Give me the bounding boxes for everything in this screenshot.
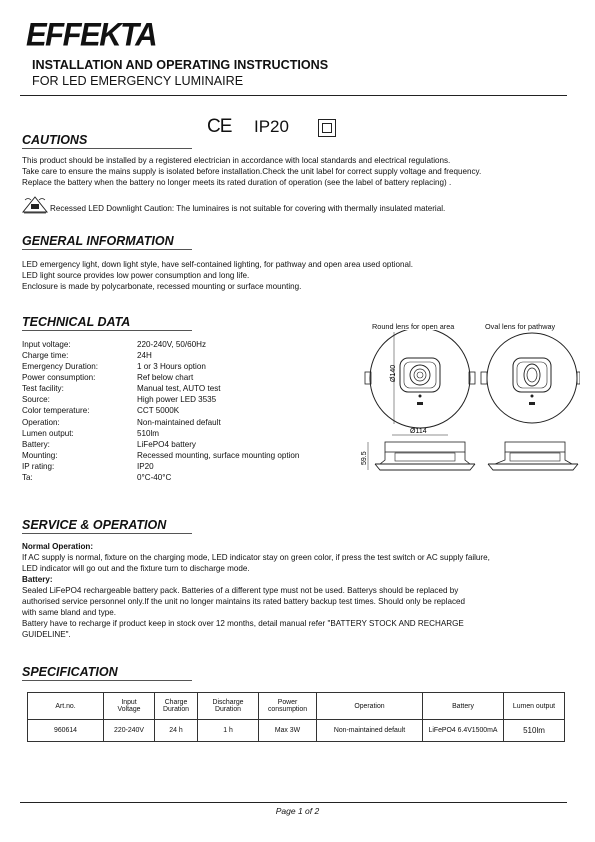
service-line: with same bland and type. bbox=[22, 608, 117, 617]
luminaire-drawing bbox=[350, 330, 580, 490]
technical-heading: TECHNICAL DATA bbox=[22, 315, 131, 329]
ce-mark: CE bbox=[207, 116, 232, 137]
tech-value: Manual test, AUTO test bbox=[137, 384, 221, 393]
service-line: If AC supply is normal, fixture on the charging mode, LED indicator stay on green color, if press the test switch or AC supply failure, bbox=[22, 553, 490, 562]
spec-header-cell: Charge Duration bbox=[155, 693, 198, 720]
oval-lens-label: Oval lens for pathway bbox=[485, 322, 556, 331]
spec-data-row bbox=[28, 720, 565, 742]
cautions-underline bbox=[22, 148, 192, 149]
service-heading: SERVICE & OPERATION bbox=[22, 518, 167, 532]
round-lens-top-view bbox=[365, 330, 475, 428]
tech-key: Charge time: bbox=[22, 351, 69, 360]
document-title: INSTALLATION AND OPERATING INSTRUCTIONS bbox=[32, 58, 329, 72]
side-view-right bbox=[488, 442, 578, 470]
height-dimension: 59.5 bbox=[361, 451, 368, 465]
general-underline bbox=[22, 249, 192, 250]
side-view-left bbox=[368, 442, 475, 470]
tech-row-ip-rating bbox=[22, 462, 362, 473]
cautions-text bbox=[22, 155, 577, 188]
page-number: Page 1 of 2 bbox=[275, 806, 320, 816]
spec-cell: Max 3W bbox=[259, 720, 317, 742]
brand-logo: EFFEKTA bbox=[26, 16, 157, 53]
spec-cell: Non-maintained default bbox=[317, 720, 423, 742]
spec-cell: 24 h bbox=[155, 720, 198, 742]
tech-key: Operation: bbox=[22, 418, 60, 427]
class-ii-icon bbox=[318, 119, 336, 137]
tech-row-operation bbox=[22, 418, 362, 429]
tech-key: Input voltage: bbox=[22, 340, 71, 349]
tech-row-charge-time bbox=[22, 351, 362, 362]
round-lens-label: Round lens for open area bbox=[372, 322, 455, 331]
technical-underline bbox=[22, 330, 192, 331]
general-line: LED light source provides low power consumption and long life. bbox=[22, 271, 250, 280]
tech-value: 24H bbox=[137, 351, 152, 360]
service-underline bbox=[22, 533, 192, 534]
specification-underline bbox=[22, 680, 192, 681]
normal-operation-heading: Normal Operation: bbox=[22, 542, 94, 551]
tech-value: High power LED 3535 bbox=[137, 395, 217, 404]
tech-value: IP20 bbox=[137, 462, 154, 471]
tech-key: Color temperature: bbox=[22, 406, 90, 415]
cautions-note: Recessed LED Downlight Caution: The luminaires is not suitable for covering with thermally insulated material. bbox=[50, 204, 446, 213]
service-line: Battery have to recharge if product keep in stock over 12 months, detail manual refer "BATTERY STOCK AND RECHARGE bbox=[22, 619, 464, 628]
service-text bbox=[22, 541, 577, 640]
cautions-line: Take care to ensure the mains supply is isolated before installation.Check the unit label for correct supply voltage and frequency. bbox=[22, 167, 482, 176]
header-rule bbox=[20, 95, 567, 96]
spec-cell: 1 h bbox=[198, 720, 259, 742]
tech-key: IP rating: bbox=[22, 462, 55, 471]
general-text bbox=[22, 259, 577, 292]
cautions-heading: CAUTIONS bbox=[22, 133, 88, 147]
service-line: authorised service personnel only.If the unit no longer maintains its rated battery backup test times. Should only be replaced bbox=[22, 597, 466, 606]
spec-header-cell: Discharge Duration bbox=[198, 693, 259, 720]
spec-cell: 960614 bbox=[28, 720, 104, 742]
spec-cell: LiFePO4 6.4V1500mA bbox=[423, 720, 504, 742]
general-heading: GENERAL INFORMATION bbox=[22, 234, 174, 248]
tech-key: Lumen output: bbox=[22, 429, 74, 438]
service-line: GUIDELINE". bbox=[22, 630, 71, 639]
general-line: Enclosure is made by polycarbonate, recessed mounting or surface mounting. bbox=[22, 282, 302, 291]
spec-cell: 220-240V bbox=[104, 720, 155, 742]
service-line: Sealed LiFePO4 rechargeable battery pack. Batteries of a different type must not be used. Batterys should be replaced by bbox=[22, 586, 459, 595]
tech-value: 220-240V, 50/60Hz bbox=[137, 340, 207, 349]
service-line: LED indicator will go out and the fixture turn to discharge mode. bbox=[22, 564, 250, 573]
tech-row-mounting bbox=[22, 451, 362, 462]
spec-header-row bbox=[28, 693, 565, 720]
tech-value: 1 or 3 Hours option bbox=[137, 362, 206, 371]
tech-key: Emergency Duration: bbox=[22, 362, 99, 371]
tech-value: Ref below chart bbox=[137, 373, 194, 382]
spec-header-cell: Operation bbox=[317, 693, 423, 720]
tech-row-lumen-output bbox=[22, 429, 362, 440]
tech-row-color-temperature bbox=[22, 406, 362, 417]
ip-rating-mark: IP20 bbox=[254, 117, 289, 136]
tech-row-test-facility bbox=[22, 384, 362, 395]
tech-key: Mounting: bbox=[22, 451, 58, 460]
spec-header-cell: Battery bbox=[423, 693, 504, 720]
battery-heading: Battery: bbox=[22, 575, 53, 584]
no-insulation-icon bbox=[22, 196, 48, 214]
footer-rule bbox=[20, 802, 567, 803]
tech-row-power-consumption bbox=[22, 373, 362, 384]
tech-row-battery bbox=[22, 440, 362, 451]
tech-row-input-voltage bbox=[22, 340, 362, 351]
tech-value: 0°C-40°C bbox=[137, 473, 172, 482]
tech-key: Ta: bbox=[22, 473, 33, 482]
general-line: LED emergency light, down light style, have self-contained lighting, for pathway and open area used optional. bbox=[22, 260, 413, 269]
document-subtitle: FOR LED EMERGENCY LUMINAIRE bbox=[32, 74, 244, 88]
tech-value: LiFePO4 battery bbox=[137, 440, 196, 449]
cautions-line: Replace the battery when the battery no longer meets its rated duration of operation (see the label of battery replacing) . bbox=[22, 178, 452, 187]
spec-cell: 510lm bbox=[504, 720, 565, 742]
tech-value: 510lm bbox=[137, 429, 160, 438]
tech-value: CCT 5000K bbox=[137, 406, 180, 415]
cautions-line: This product should be installed by a registered electrician in accordance with local standards and electrical regulations. bbox=[22, 156, 451, 165]
diameter-dimension: Ø140 bbox=[390, 364, 397, 382]
spec-header-cell: Power consumption bbox=[259, 693, 317, 720]
specification-table bbox=[27, 692, 565, 742]
tech-key: Source: bbox=[22, 395, 50, 404]
tech-key: Test facility: bbox=[22, 384, 64, 393]
tech-value: Recessed mounting, surface mounting option bbox=[137, 451, 300, 460]
oval-lens-top-view bbox=[481, 333, 580, 423]
width-dimension: Ø114 bbox=[410, 428, 427, 435]
tech-row-emergency-duration bbox=[22, 362, 362, 373]
tech-row-source bbox=[22, 395, 362, 406]
specification-heading: SPECIFICATION bbox=[22, 665, 118, 679]
spec-header-cell: Art.no. bbox=[28, 693, 104, 720]
tech-key: Battery: bbox=[22, 440, 50, 449]
tech-key: Power consumption: bbox=[22, 373, 96, 382]
spec-header-cell: Lumen output bbox=[504, 693, 565, 720]
tech-value: Non-maintained default bbox=[137, 418, 221, 427]
tech-row-ta bbox=[22, 473, 362, 484]
spec-header-cell: Input Voltage bbox=[104, 693, 155, 720]
